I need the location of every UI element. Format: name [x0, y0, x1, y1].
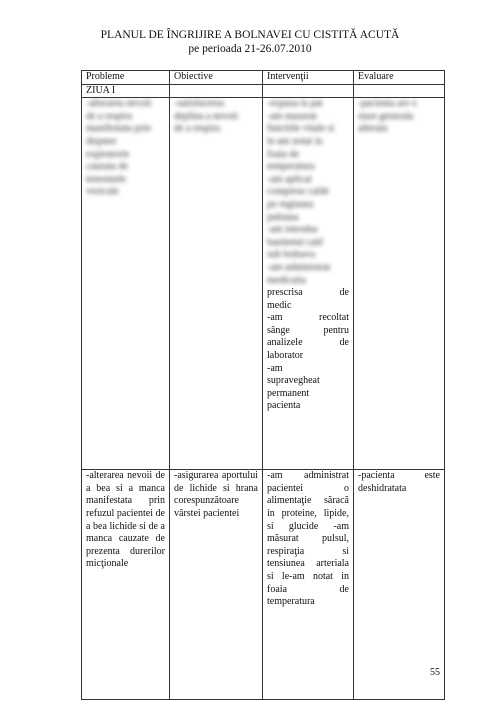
table-row [82, 98, 445, 470]
care-plan-table [81, 70, 445, 700]
page-number: 55 [430, 667, 440, 678]
interventions-cell: -am administrat pacientei o alimentaţie săracă in proteine, lipide, si glucide -am măsurat pulsul, respiraţia si tensiunea arteriala si le-am notat in foaia de temperatura [263, 470, 354, 700]
day-row [82, 84, 445, 98]
blurred-text-block: -alterarea nevoii de a respira manifestata prin dispnee expiratorie cauzata de tenesmele vezicale [86, 98, 152, 198]
objective-cell: -asigurarea aportului de lichide si hrana corespunzătoare vârstei pacientei [170, 470, 263, 700]
col-header-obiective: Obiective [170, 71, 263, 85]
day-label: ZIUA I [82, 84, 170, 98]
problem-cell: -alterarea nevoii de a bea si a manca manifestata prin refuzul pacientei de a bea lichide si de a manca cauzate de prezenta durerilor micţionale [82, 470, 170, 700]
col-header-interventii: Intervenţii [263, 71, 354, 85]
page-title [0, 28, 500, 56]
evaluation-cell [354, 98, 445, 470]
objective-cell [170, 98, 263, 470]
table-row [82, 470, 445, 700]
blurred-text-block: -expusa la pat -am masurat functiile vitale si le-am notat in foaia de temperatura -am aplicat comprese calde pe regiunea pubiana -am introdus bazinetul cald sub bolnava -am administrat medicatia [267, 98, 335, 286]
plan-period: pe perioada 21-26.07.2010 [188, 43, 312, 55]
col-header-evaluare: Evaluare [354, 71, 445, 85]
blurred-text-block: -pacienta are o stare generala alterata [358, 98, 417, 135]
blurred-text-block: -satisfacerea deplina a nevoii de a respira [174, 98, 238, 135]
table-header-row [82, 71, 445, 85]
interventions-cell [263, 98, 354, 470]
plan-title: PLANUL DE ÎNGRIJIRE A BOLNAVEI CU CISTITĂ ACUTĂ [100, 29, 400, 41]
interventions-visible-text: prescrisa de medic -am recoltat sânge pentru analizele de laborator -am supravegheat permanent pacienta [267, 287, 349, 412]
evaluation-cell: -pacienta este deshidratata [354, 470, 445, 700]
col-header-probleme: Probleme [82, 71, 170, 85]
problem-cell [82, 98, 170, 470]
